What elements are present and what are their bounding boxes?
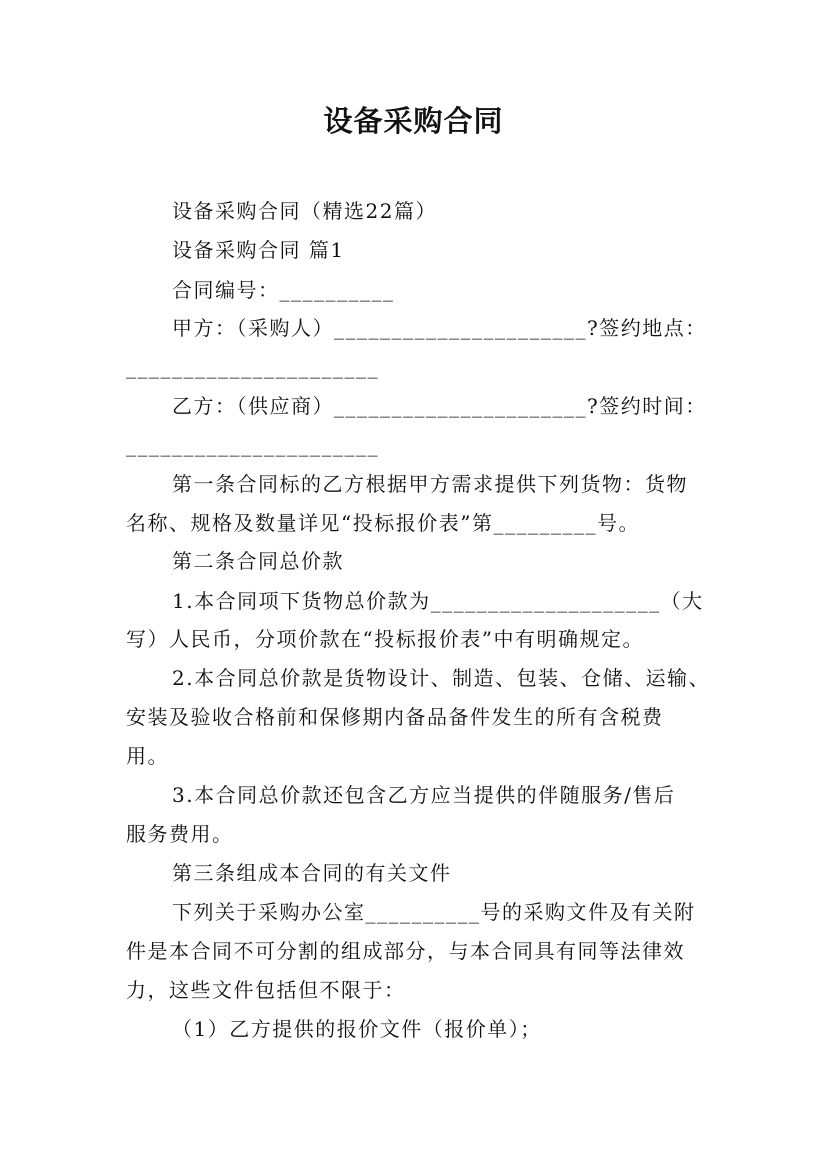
article-1-line-2: 名称、规格及数量详见“投标报价表”第_________号。 — [126, 511, 640, 535]
party-b-line: 乙方：（供应商）______________________?签约时间： — [172, 394, 707, 418]
contract-number-line: 合同编号：__________ — [172, 278, 395, 302]
article-2-item-3-line-1: 3.本合同总价款还包含乙方应当提供的伴随服务/售后 — [172, 783, 676, 807]
article-3-para-line-3: 力，这些文件包括但不限于： — [126, 978, 406, 1002]
document-subtitle: 设备采购合同（精选22篇） — [172, 199, 437, 223]
article-3-heading: 第三条组成本合同的有关文件 — [172, 861, 452, 885]
party-b-blank-line: ______________________ — [126, 433, 379, 457]
article-3-para-line-2: 件是本合同不可分割的组成部分，与本合同具有同等法律效 — [126, 939, 685, 963]
article-2-item-1-line-1: 1.本合同项下货物总价款为____________________（大 — [172, 589, 704, 613]
article-2-item-2-line-2: 安装及验收合格前和保修期内备品备件发生的所有含税费 — [126, 705, 664, 729]
article-2-heading: 第二条合同总价款 — [172, 549, 344, 573]
article-2-item-1-line-2: 写）人民币，分项价款在“投标报价表”中有明确规定。 — [126, 627, 644, 651]
section-heading: 设备采购合同 篇1 — [172, 238, 345, 262]
article-3-para-line-1: 下列关于采购办公室__________号的采购文件及有关附 — [172, 900, 696, 924]
article-2-item-2-line-3: 用。 — [126, 744, 169, 768]
party-a-line: 甲方：（采购人）______________________?签约地点： — [172, 316, 707, 340]
article-2-item-3-line-2: 服务费用。 — [126, 822, 234, 846]
document-title: 设备采购合同 — [323, 104, 504, 138]
article-1-line-1: 第一条合同标的乙方根据甲方需求提供下列货物：货物 — [172, 472, 688, 496]
party-a-blank-line: ______________________ — [126, 355, 379, 379]
article-3-list-item-1: （1）乙方提供的报价文件（报价单）； — [172, 1017, 542, 1041]
article-2-item-2-line-1: 2.本合同总价款是货物设计、制造、包装、仓储、运输、 — [172, 666, 711, 690]
